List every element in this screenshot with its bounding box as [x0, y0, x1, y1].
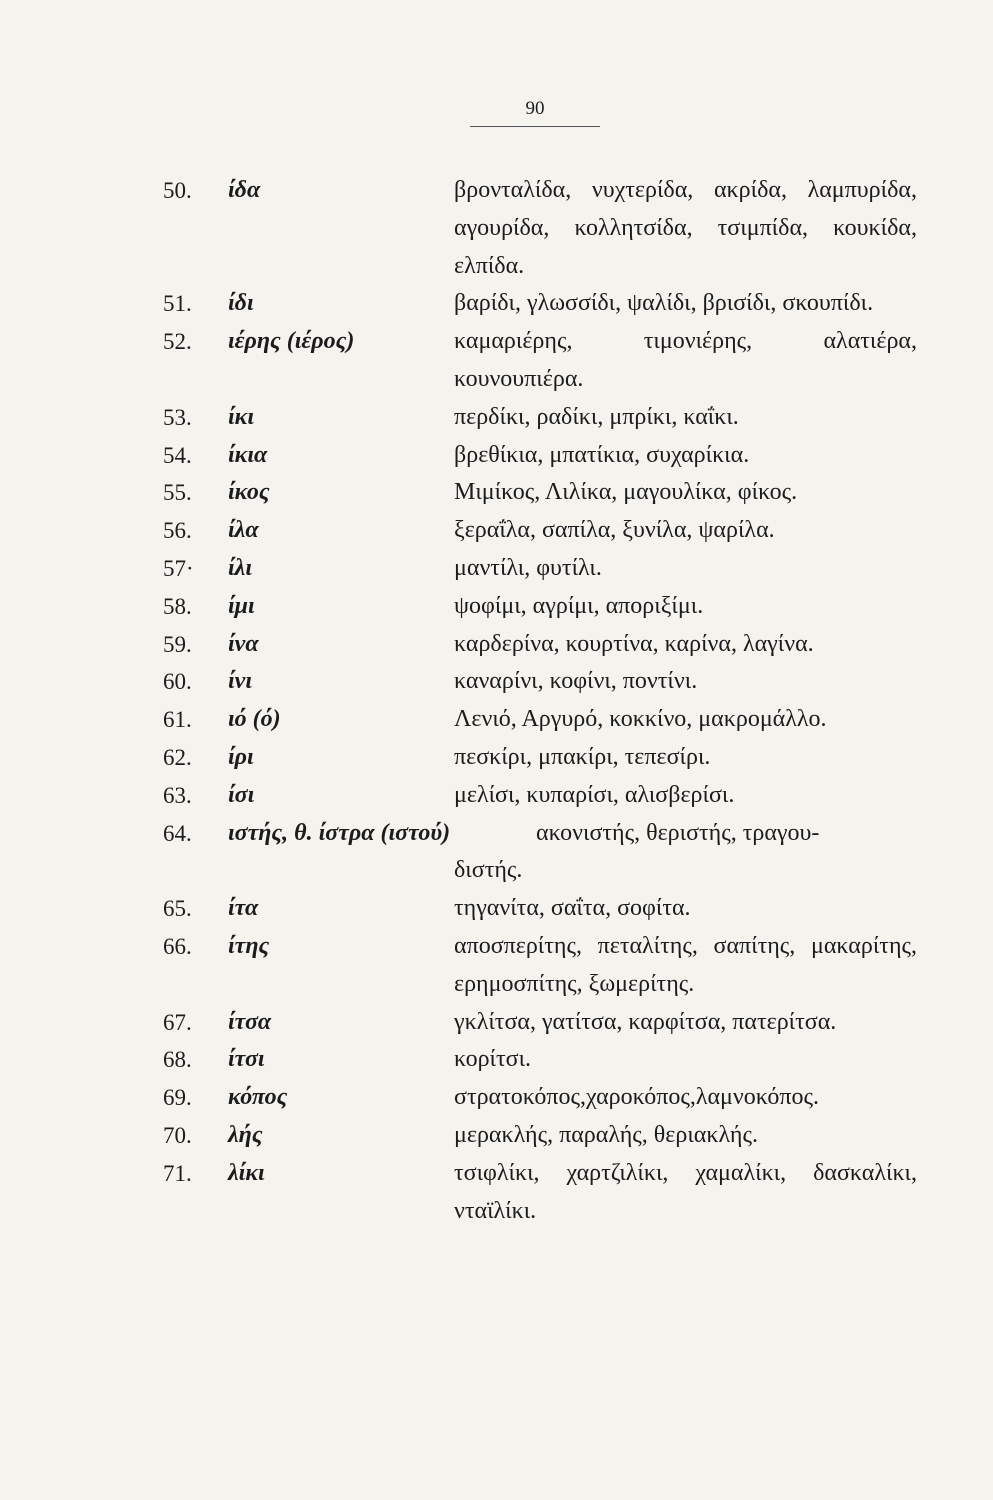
page-number: 90 — [525, 98, 545, 119]
entry-suffix: ίρι — [228, 743, 254, 770]
entry-number: 55. — [163, 480, 192, 506]
entry-words: Μιμίκος, Λιλίκα, μαγουλίκα, φίκος. — [454, 479, 798, 506]
list-item — [0, 1117, 993, 1155]
entry-number: 53. — [163, 404, 192, 430]
entry-words — [454, 815, 917, 891]
entry-number: 66. — [163, 933, 192, 959]
entry-suffix: ίδα — [228, 177, 261, 203]
entry-words: ψοφίμι, αγρίμι, αποριξίμι. — [454, 592, 704, 619]
entry-words-first-line: ακονιστής, θεριστής, τραγου- — [536, 819, 820, 846]
entry-number: 64. — [163, 820, 192, 846]
entry-words: στρατοκόπος,χαροκόπος,λαμνοκόπος. — [454, 1084, 819, 1111]
entry-words: Λενιό, Αργυρό, κοκκίνο, μακρομάλλο. — [454, 706, 827, 733]
entry-number: 70. — [163, 1122, 192, 1148]
entry-number: 50. — [163, 178, 192, 203]
entry-suffix: ίλι — [228, 554, 252, 581]
entry-number: 56. — [163, 518, 192, 544]
list-item — [0, 1079, 993, 1117]
entry-number: 54. — [163, 442, 192, 468]
entry-number: 52. — [163, 329, 192, 355]
entry-suffix: ίσι — [228, 781, 255, 808]
entry-words: τηγανίτα, σαΐτα, σοφίτα. — [454, 895, 691, 922]
entry-words: πεσκίρι, μπακίρι, τεπεσίρι. — [454, 743, 711, 770]
list-item — [0, 626, 993, 664]
entry-number: 60. — [163, 669, 192, 695]
entry-words-second-line: διστής. — [454, 857, 523, 884]
entry-number: 65. — [163, 896, 192, 922]
entry-suffix: λής — [228, 1121, 263, 1148]
entry-words: καμαριέρης, τιμονιέρης, αλατιέρα, κουνουπιέρα. — [454, 328, 917, 392]
entry-words: βρεθίκια, μπατίκια, συχαρίκια. — [454, 441, 750, 468]
entry-suffix: ίμι — [228, 592, 255, 619]
suffix-list — [0, 172, 993, 1230]
entry-number: 62. — [163, 744, 192, 770]
list-item — [0, 1041, 993, 1079]
entry-number: 59. — [163, 631, 192, 657]
entry-words: μερακλής, παραλής, θεριακλής. — [454, 1121, 758, 1148]
entry-words: περδίκι, ραδίκι, μπρίκι, καΐκι. — [454, 403, 739, 430]
entry-number: 63. — [163, 782, 192, 808]
list-item — [0, 437, 993, 475]
entry-suffix: ιό (ό) — [228, 706, 281, 733]
entry-words: ξεραΐλα, σαπίλα, ξυνίλα, ψαρίλα. — [454, 517, 775, 544]
entry-number: 57· — [163, 555, 194, 581]
list-item — [0, 285, 993, 323]
list-item — [0, 663, 993, 701]
list-item — [0, 1155, 993, 1231]
list-item — [0, 739, 993, 777]
entry-suffix: ίτα — [228, 895, 259, 922]
entry-suffix: ίτης — [228, 932, 270, 959]
list-item — [0, 890, 993, 928]
entry-words: μελίσι, κυπαρίσι, αλισβερίσι. — [454, 781, 735, 808]
entry-words: καρδερίνα, κουρτίνα, καρίνα, λαγίνα. — [454, 630, 814, 657]
list-item — [0, 928, 993, 1004]
page-number-rule — [470, 126, 600, 127]
entry-words: καναρίνι, κοφίνι, ποντίνι. — [454, 668, 698, 695]
entry-number: 71. — [163, 1160, 192, 1186]
list-item — [0, 172, 993, 285]
list-item — [0, 588, 993, 626]
entry-suffix: ίκια — [228, 441, 268, 468]
entry-suffix: ίνι — [228, 668, 252, 695]
list-item — [0, 323, 993, 399]
list-item — [0, 815, 993, 891]
entry-suffix: ίνα — [228, 630, 259, 657]
entry-suffix: ίκι — [228, 403, 255, 430]
entry-suffix: ιστής, θ. ίστρα (ιστού) — [228, 819, 451, 846]
entry-suffix: ίτσα — [228, 1008, 272, 1035]
entry-suffix: ίδι — [228, 290, 254, 317]
list-item — [0, 399, 993, 437]
list-item — [0, 701, 993, 739]
entry-words: κορίτσι. — [454, 1046, 532, 1073]
entry-suffix: ίλα — [228, 517, 259, 544]
entry-number: 68. — [163, 1047, 192, 1073]
entry-number: 61. — [163, 707, 192, 733]
entry-suffix: ιέρης (ιέρος) — [228, 328, 355, 355]
entry-number: 69. — [163, 1085, 192, 1111]
entry-number: 51. — [163, 291, 192, 317]
entry-suffix: λίκι — [228, 1159, 265, 1186]
list-item — [0, 777, 993, 815]
entry-words: βαρίδι, γλωσσίδι, ψαλίδι, βρισίδι, σκουπίδι. — [454, 290, 874, 317]
list-item — [0, 1004, 993, 1042]
entry-number: 58. — [163, 593, 192, 619]
list-item — [0, 474, 993, 512]
entry-suffix: ίκος — [228, 479, 270, 506]
entry-suffix: ίτσι — [228, 1046, 265, 1073]
list-item — [0, 512, 993, 550]
entry-words: τσιφλίκι, χαρτζιλίκι, χαμαλίκι, δασκαλίκι, νταϊλίκι. — [454, 1159, 917, 1224]
entry-words: γκλίτσα, γατίτσα, καρφίτσα, πατερίτσα. — [454, 1008, 837, 1035]
entry-words: βρονταλίδα, νυχτερίδα, ακρίδα, λαμπυρίδα, αγουρίδα, κολλητσίδα, τσιμπίδα, κουκίδα, ελπίδα. — [454, 177, 917, 279]
list-item — [0, 550, 993, 588]
entry-number: 67. — [163, 1009, 192, 1035]
entry-words: αποσπερίτης, πεταλίτης, σαπίτης, μακαρίτης, ερημοσπίτης, ξωμερίτης. — [454, 932, 917, 997]
entry-suffix: κόπος — [228, 1084, 288, 1111]
entry-words: μαντίλι, φυτίλι. — [454, 554, 602, 581]
